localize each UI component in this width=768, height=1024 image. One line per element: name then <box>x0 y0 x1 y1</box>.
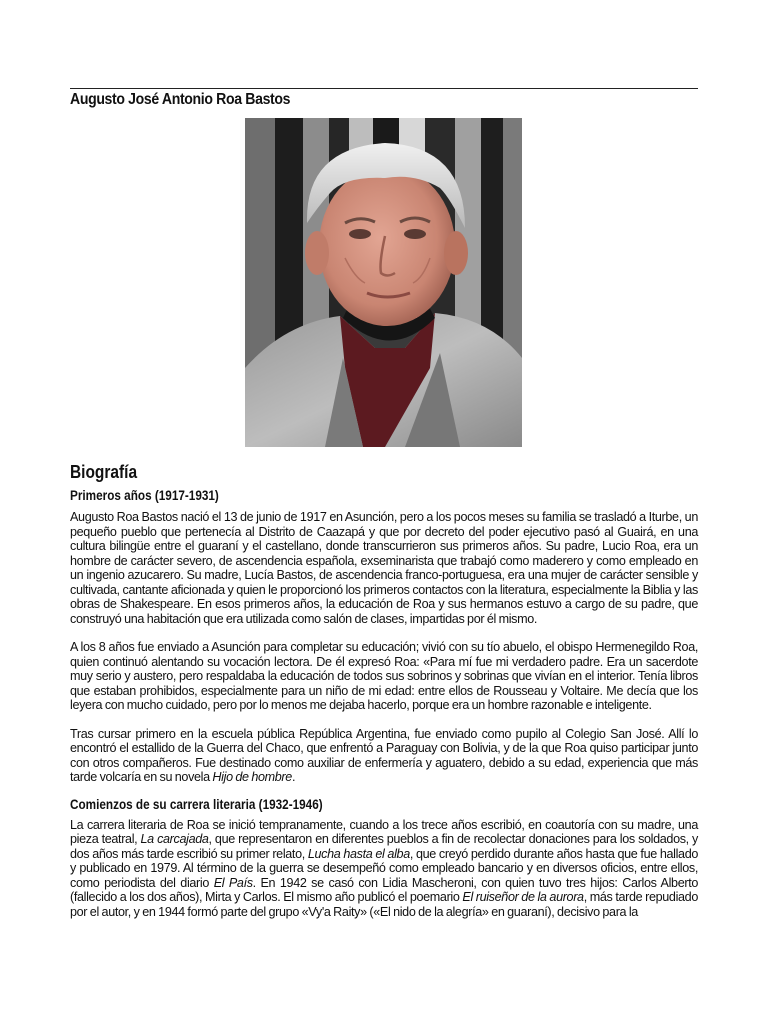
paragraph-4-part-g: . En 1942 se casó con Lidia Mascheroni, con quien tuvo tres hijos: Carlos Alberto (fallecido a los dos años), Mirta y Carlos. El mismo año publicó el poemario <box>70 875 698 904</box>
book-title-hijo-de-hombre: Hijo de hombre <box>212 770 292 784</box>
portrait-illustration <box>245 118 522 447</box>
subsection-title-comienzos: Comienzos de su carrera literaria (1932-1946) <box>70 796 323 812</box>
document-page <box>70 88 698 919</box>
paragraph-2: A los 8 años fue enviado a Asunción para completar su educación; vivió con su tío abuelo, el obispo Hermenegildo Roa, quien continuó alentando su vocación lectora. De él expresó Roa: «Para mí fue mi verdadero padre. Era un sacerdote muy serio y austero, pero respaldaba la educación de todos sus sobrinos y sobrinas que vivían en el interior. Tenía libros que estaban prohibidos, especialmente para un niño de mi edad: entre ellos de Rousseau y Voltaire. Me decía que los leyera con mucho cuidado, pero por lo menos me dejaba hacerlo, porque era un hombre razonable e inteligente. <box>70 640 698 712</box>
paragraph-1: Augusto Roa Bastos nació el 13 de junio de 1917 en Asunción, pero a los pocos meses su familia se trasladó a Iturbe, un pequeño pueblo que pertenecía al Distrito de Caazapá y que por decreto del poder ejecutivo pasó al Guairá, en una cultura bilingüe entre el guaraní y el castellano, donde transcurrieron sus primeros años. Su padre, Lucio Roa, era un hombre de carácter severo, de ascendencia española, exseminarista que trabajó como maderero y como empleado en un ingenio azucarero. Su madre, Lucía Bastos, de ascendencia franco-portuguesa, era una mujer de carácter sensible y cultivada, cantante aficionada y quien le proporcionó los primeros contactos con la literatura, especialmente la Biblia y las obras de Shakespeare. En esos primeros años, la educación de Roa y sus hermanos estuvo a cargo de su padre, que construyó una habitación que era utilizada como salón de clases, impartidas por él mismo. <box>70 510 698 626</box>
section-title-biografia: Biografía <box>70 462 138 482</box>
paragraph-3 <box>70 727 698 785</box>
portrait-photo <box>245 118 522 447</box>
work-title-la-carcajada: La carcajada <box>140 832 209 846</box>
paragraph-4-part-e: , que creyó perdido durante años hasta que fue hallado y publicado en 1979. Al término de la guerra se desempeñó como empleado bancario y en diversos oficios, entre ellos, como periodista del diario <box>70 846 698 890</box>
document-title: Augusto José Antonio Roa Bastos <box>70 91 291 108</box>
paragraph-4-part-i: , más tarde repudiado por el autor, y en 1944 formó parte del grupo «Vy'a Raity» («El nido de la alegría» en guaraní), decisivo para la <box>70 890 698 919</box>
subsection-title-primeros-anos: Primeros años (1917-1931) <box>70 488 219 503</box>
paragraph-3-end: . <box>291 770 296 784</box>
paragraph-4-part-a: La carrera literaria de Roa se inició tempranamente, cuando a los trece años escribió, en coautoría con su madre, una pieza teatral, <box>70 817 698 846</box>
work-title-lucha-hasta-el-alba: Lucha hasta el alba <box>307 846 410 861</box>
paragraph-3-text: Tras cursar primero en la escuela pública República Argentina, fue enviado como pupilo al Colegio San José. Allí lo encontró el estallido de la Guerra del Chaco, que enfrentó a Paraguay con Bolivia, y de la que Roa quiso participar junto con otros compañeros. Fue destinado como auxiliar de enfermería y aguatero, debido a su edad, experiencia que más tarde volcaría en su novela <box>70 726 698 784</box>
paragraph-4 <box>70 818 698 920</box>
work-title-el-ruisenor-de-la-aurora: El ruiseñor de la aurora <box>462 890 584 904</box>
newspaper-title-el-pais: El País <box>213 875 253 890</box>
paragraph-4-part-c: , que representaron en diferentes pueblos a fin de recolectar donaciones para los soldados, y dos años más tarde escribió su primer relato, <box>70 832 699 861</box>
